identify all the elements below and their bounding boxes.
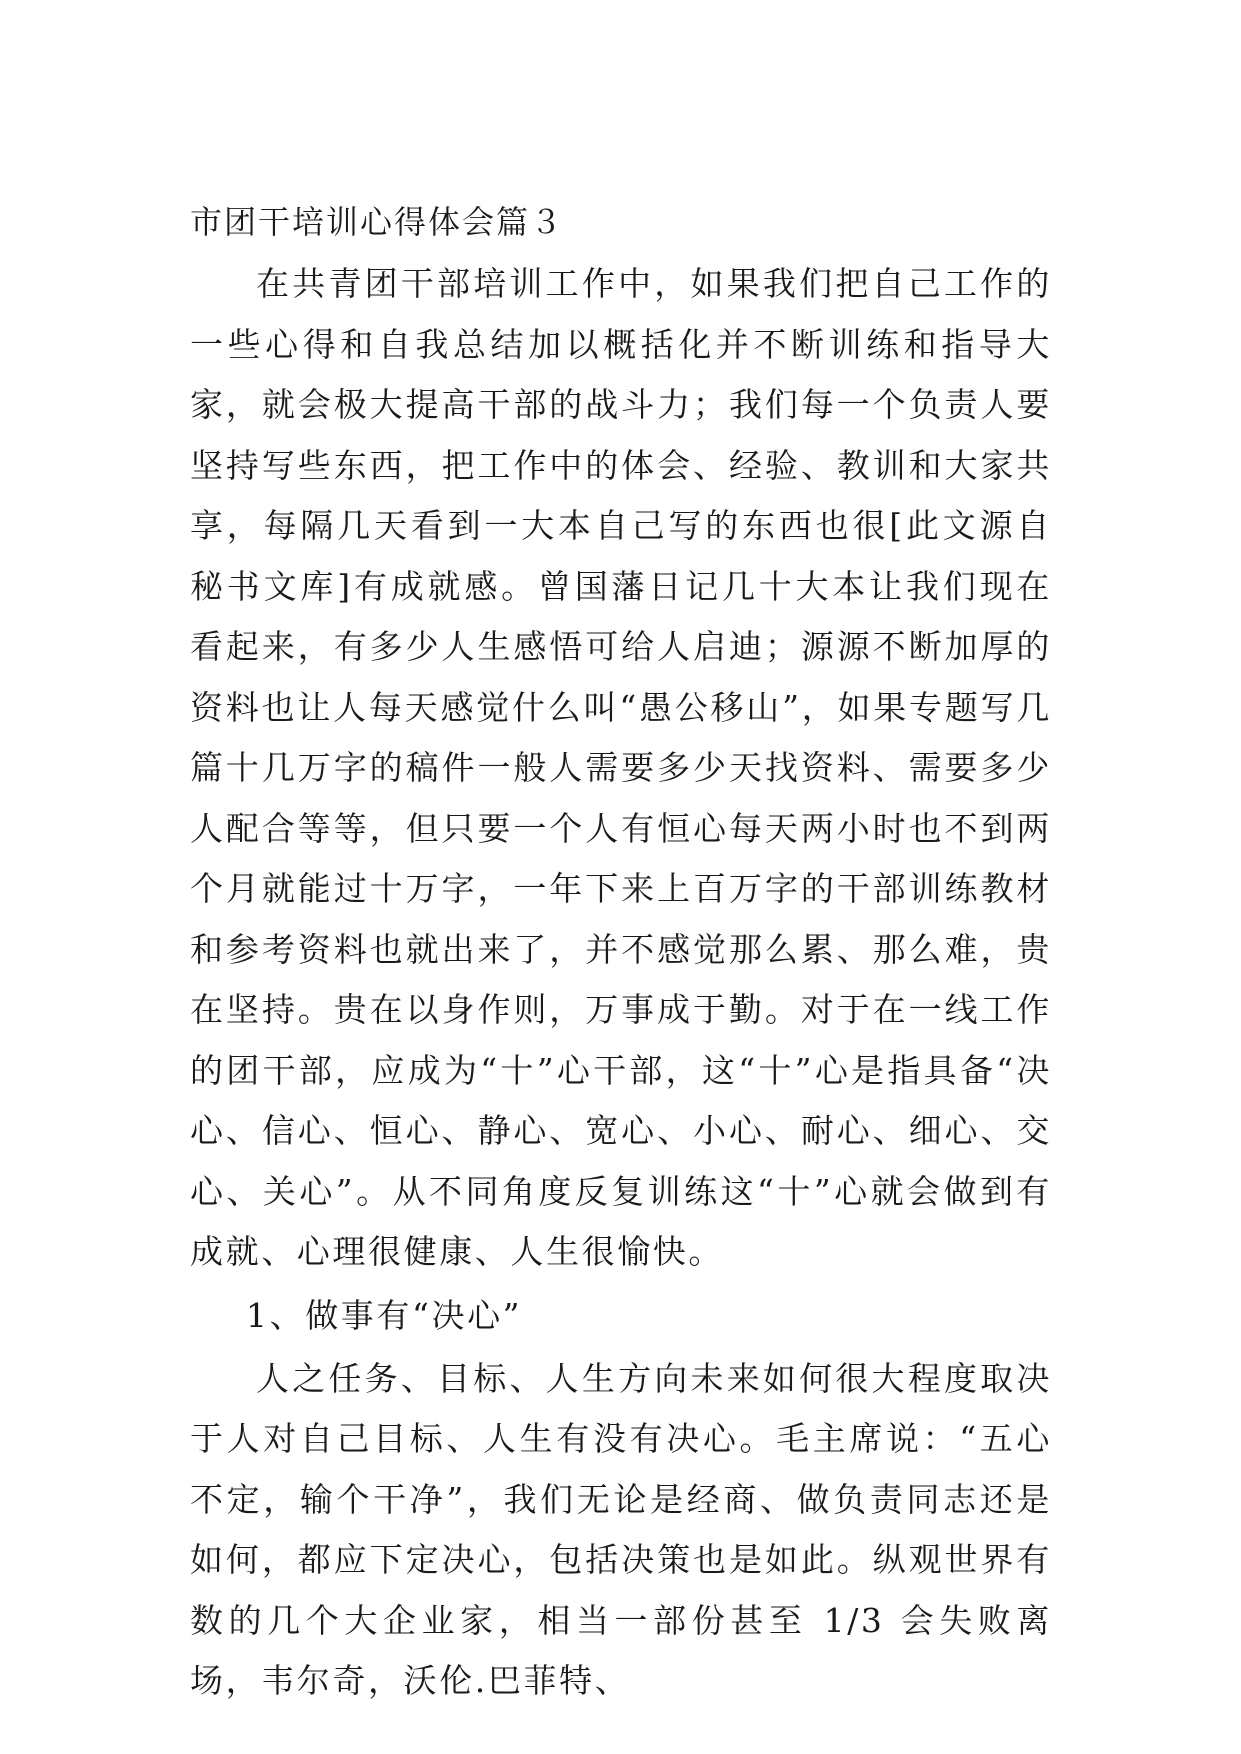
document-body [190, 190, 1052, 1712]
body-paragraph-intro: 在共青团干部培训工作中，如果我们把自己工作的一些心得和自我总结加以概括化并不断训练和指导大家，就会极大提高干部的战斗力；我们每一个负责人要坚持写些东西，把工作中的体会、经验、教训和大家共享，每隔几天看到一大本自己写的东西也很[此文源自秘书文库]有成就感。曾国藩日记几十大本让我们现在看起来，有多少人生感悟可给人启迪；源源不断加厚的资料也让人每天感觉什么叫“愚公移山”，如果专题写几篇十几万字的稿件一般人需要多少天找资料、需要多少人配合等等，但只要一个人有恒心每天两小时也不到两个月就能过十万字，一年下来上百万字的干部训练教材和参考资料也就出来了，并不感觉那么累、那么难，贵在坚持。贵在以身作则，万事成于勤。对于在一线工作的团干部，应成为“十”心干部，这“十”心是指具备“决心、信心、恒心、静心、宽心、小心、耐心、细心、交心、关心”。从不同角度反复训练这“十”心就会做到有成就、心理很健康、人生很愉快。 [190, 264, 1052, 1271]
section-heading-determination: 1、做事有“决心” [246, 1295, 523, 1335]
body-paragraph-determination: 人之任务、目标、人生方向未来如何很大程度取决于人对自己目标、人生有没有决心。毛主席说：“五心不定，输个干净”，我们无论是经商、做负责同志还是如何，都应下定决心，包括决策也是如此。纵观世界有数的几个大企业家，相当一部份甚至 1/3 会失败离场，韦尔奇，沃伦.巴菲特、 [190, 1358, 1052, 1700]
document-title: 市团干培训心得体会篇３ [190, 203, 565, 241]
